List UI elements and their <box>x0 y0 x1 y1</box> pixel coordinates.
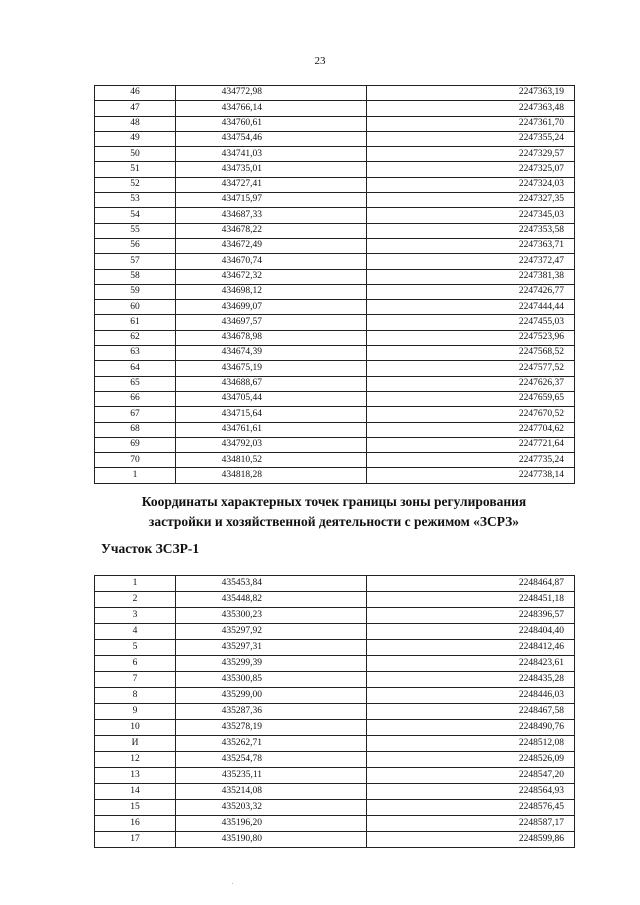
x-coordinate-cell: 434754,46 <box>176 131 367 146</box>
table-row <box>95 391 575 406</box>
table-row <box>95 800 575 816</box>
y-coordinate-cell: 2248435,28 <box>367 672 575 688</box>
x-coordinate-cell: 434735,01 <box>176 162 367 177</box>
table-row <box>95 656 575 672</box>
y-coordinate-cell: 2247721,64 <box>367 437 575 452</box>
table-row <box>95 300 575 315</box>
x-coordinate-cell: 435203,32 <box>176 800 367 816</box>
x-coordinate-cell: 435448,82 <box>176 592 367 608</box>
y-coordinate-cell: 2247455,03 <box>367 315 575 330</box>
table-row <box>95 437 575 452</box>
point-number-cell: И <box>95 736 176 752</box>
x-coordinate-cell: 434766,14 <box>176 101 367 116</box>
x-coordinate-cell: 434674,39 <box>176 346 367 361</box>
y-coordinate-cell: 2247735,24 <box>367 453 575 468</box>
point-number-cell: 1 <box>95 576 176 592</box>
x-coordinate-cell: 434687,33 <box>176 208 367 223</box>
point-number-cell: 66 <box>95 391 176 406</box>
table-row <box>95 736 575 752</box>
y-coordinate-cell: 2247329,57 <box>367 147 575 162</box>
table-row <box>95 768 575 784</box>
coordinates-table-1 <box>94 85 575 484</box>
x-coordinate-cell: 435299,39 <box>176 656 367 672</box>
table-row <box>95 576 575 592</box>
point-number-cell: 54 <box>95 208 176 223</box>
point-number-cell: 65 <box>95 376 176 391</box>
table-row <box>95 330 575 345</box>
table-row <box>95 147 575 162</box>
table-row <box>95 592 575 608</box>
y-coordinate-cell: 2247363,71 <box>367 238 575 253</box>
x-coordinate-cell: 435196,20 <box>176 816 367 832</box>
y-coordinate-cell: 2247363,19 <box>367 86 575 101</box>
table-row <box>95 720 575 736</box>
x-coordinate-cell: 434715,97 <box>176 193 367 208</box>
y-coordinate-cell: 2247626,37 <box>367 376 575 391</box>
y-coordinate-cell: 2248490,76 <box>367 720 575 736</box>
y-coordinate-cell: 2248564,93 <box>367 784 575 800</box>
x-coordinate-cell: 434760,61 <box>176 116 367 131</box>
x-coordinate-cell: 435297,31 <box>176 640 367 656</box>
section-heading <box>94 492 574 532</box>
table-row <box>95 422 575 437</box>
table-row <box>95 624 575 640</box>
point-number-cell: 2 <box>95 592 176 608</box>
x-coordinate-cell: 434672,32 <box>176 269 367 284</box>
x-coordinate-cell: 434688,67 <box>176 376 367 391</box>
point-number-cell: 46 <box>95 86 176 101</box>
y-coordinate-cell: 2247324,03 <box>367 177 575 192</box>
x-coordinate-cell: 435297,92 <box>176 624 367 640</box>
table-row <box>95 284 575 299</box>
x-coordinate-cell: 434678,98 <box>176 330 367 345</box>
section-heading-line-1: Координаты характерных точек границы зоны регулирования <box>141 494 527 509</box>
table-row <box>95 640 575 656</box>
point-number-cell: 69 <box>95 437 176 452</box>
y-coordinate-cell: 2247353,58 <box>367 223 575 238</box>
y-coordinate-cell: 2248396,57 <box>367 608 575 624</box>
table-row <box>95 688 575 704</box>
y-coordinate-cell: 2248467,58 <box>367 704 575 720</box>
point-number-cell: 47 <box>95 101 176 116</box>
point-number-cell: 58 <box>95 269 176 284</box>
scan-speck <box>232 883 233 884</box>
table-row <box>95 162 575 177</box>
y-coordinate-cell: 2247670,52 <box>367 407 575 422</box>
x-coordinate-cell: 434675,19 <box>176 361 367 376</box>
point-number-cell: 59 <box>95 284 176 299</box>
section-heading-line-2: застройки и хозяйственной деятельности с режимом «ЗСРЗ» <box>148 514 520 529</box>
y-coordinate-cell: 2248412,46 <box>367 640 575 656</box>
point-number-cell: 9 <box>95 704 176 720</box>
table-row <box>95 407 575 422</box>
y-coordinate-cell: 2247327,35 <box>367 193 575 208</box>
table-row <box>95 254 575 269</box>
point-number-cell: 4 <box>95 624 176 640</box>
y-coordinate-cell: 2248464,87 <box>367 576 575 592</box>
table-body <box>95 576 575 848</box>
x-coordinate-cell: 434705,44 <box>176 391 367 406</box>
y-coordinate-cell: 2248526,09 <box>367 752 575 768</box>
table-row <box>95 208 575 223</box>
y-coordinate-cell: 2248587,17 <box>367 816 575 832</box>
y-coordinate-cell: 2248423,61 <box>367 656 575 672</box>
y-coordinate-cell: 2248446,03 <box>367 688 575 704</box>
point-number-cell: 68 <box>95 422 176 437</box>
y-coordinate-cell: 2247363,48 <box>367 101 575 116</box>
y-coordinate-cell: 2247361,70 <box>367 116 575 131</box>
x-coordinate-cell: 434761,61 <box>176 422 367 437</box>
table-row <box>95 468 575 483</box>
point-number-cell: 16 <box>95 816 176 832</box>
point-number-cell: 3 <box>95 608 176 624</box>
point-number-cell: 70 <box>95 453 176 468</box>
point-number-cell: 61 <box>95 315 176 330</box>
table-row <box>95 453 575 468</box>
table-row <box>95 784 575 800</box>
y-coordinate-cell: 2248404,40 <box>367 624 575 640</box>
point-number-cell: 6 <box>95 656 176 672</box>
table-row <box>95 315 575 330</box>
point-number-cell: 10 <box>95 720 176 736</box>
x-coordinate-cell: 434727,41 <box>176 177 367 192</box>
point-number-cell: 67 <box>95 407 176 422</box>
table-row <box>95 376 575 391</box>
y-coordinate-cell: 2247381,38 <box>367 269 575 284</box>
x-coordinate-cell: 434741,03 <box>176 147 367 162</box>
x-coordinate-cell: 434792,03 <box>176 437 367 452</box>
y-coordinate-cell: 2247345,03 <box>367 208 575 223</box>
table-row <box>95 672 575 688</box>
point-number-cell: 50 <box>95 147 176 162</box>
point-number-cell: 63 <box>95 346 176 361</box>
table-row <box>95 346 575 361</box>
x-coordinate-cell: 434818,28 <box>176 468 367 483</box>
point-number-cell: 48 <box>95 116 176 131</box>
table-row <box>95 86 575 101</box>
table-row <box>95 752 575 768</box>
table-row <box>95 116 575 131</box>
x-coordinate-cell: 435287,36 <box>176 704 367 720</box>
point-number-cell: 12 <box>95 752 176 768</box>
coordinates-table-2 <box>94 575 575 848</box>
x-coordinate-cell: 435300,23 <box>176 608 367 624</box>
y-coordinate-cell: 2247426,77 <box>367 284 575 299</box>
x-coordinate-cell: 435262,71 <box>176 736 367 752</box>
point-number-cell: 56 <box>95 238 176 253</box>
point-number-cell: 62 <box>95 330 176 345</box>
point-number-cell: 64 <box>95 361 176 376</box>
x-coordinate-cell: 434672,49 <box>176 238 367 253</box>
point-number-cell: 60 <box>95 300 176 315</box>
y-coordinate-cell: 2247355,24 <box>367 131 575 146</box>
table-row <box>95 223 575 238</box>
point-number-cell: 14 <box>95 784 176 800</box>
y-coordinate-cell: 2247444,44 <box>367 300 575 315</box>
x-coordinate-cell: 435214,08 <box>176 784 367 800</box>
point-number-cell: 49 <box>95 131 176 146</box>
point-number-cell: 52 <box>95 177 176 192</box>
page-number: 23 <box>314 55 326 67</box>
table-row <box>95 101 575 116</box>
x-coordinate-cell: 435453,84 <box>176 576 367 592</box>
point-number-cell: 8 <box>95 688 176 704</box>
y-coordinate-cell: 2247325,07 <box>367 162 575 177</box>
x-coordinate-cell: 434699,07 <box>176 300 367 315</box>
y-coordinate-cell: 2247659,65 <box>367 391 575 406</box>
point-number-cell: 55 <box>95 223 176 238</box>
point-number-cell: 5 <box>95 640 176 656</box>
point-number-cell: 17 <box>95 832 176 848</box>
x-coordinate-cell: 435235,11 <box>176 768 367 784</box>
y-coordinate-cell: 2248547,20 <box>367 768 575 784</box>
table-row <box>95 608 575 624</box>
point-number-cell: 53 <box>95 193 176 208</box>
x-coordinate-cell: 435190,80 <box>176 832 367 848</box>
y-coordinate-cell: 2248576,45 <box>367 800 575 816</box>
y-coordinate-cell: 2247523,96 <box>367 330 575 345</box>
x-coordinate-cell: 434697,57 <box>176 315 367 330</box>
x-coordinate-cell: 435300,85 <box>176 672 367 688</box>
point-number-cell: 7 <box>95 672 176 688</box>
y-coordinate-cell: 2248599,86 <box>367 832 575 848</box>
x-coordinate-cell: 435254,78 <box>176 752 367 768</box>
point-number-cell: 57 <box>95 254 176 269</box>
subsection-heading: Участок ЗСЗР-1 <box>101 541 200 556</box>
x-coordinate-cell: 434670,74 <box>176 254 367 269</box>
x-coordinate-cell: 434810,52 <box>176 453 367 468</box>
table-row <box>95 131 575 146</box>
point-number-cell: 13 <box>95 768 176 784</box>
table-row <box>95 832 575 848</box>
table-row <box>95 816 575 832</box>
x-coordinate-cell: 435299,00 <box>176 688 367 704</box>
y-coordinate-cell: 2247738,14 <box>367 468 575 483</box>
y-coordinate-cell: 2248451,18 <box>367 592 575 608</box>
x-coordinate-cell: 435278,19 <box>176 720 367 736</box>
table-row <box>95 177 575 192</box>
table-row <box>95 193 575 208</box>
y-coordinate-cell: 2247372,47 <box>367 254 575 269</box>
x-coordinate-cell: 434715,64 <box>176 407 367 422</box>
table-row <box>95 238 575 253</box>
table-row <box>95 269 575 284</box>
point-number-cell: 51 <box>95 162 176 177</box>
y-coordinate-cell: 2247577,52 <box>367 361 575 376</box>
x-coordinate-cell: 434698,12 <box>176 284 367 299</box>
table-row <box>95 361 575 376</box>
x-coordinate-cell: 434678,22 <box>176 223 367 238</box>
table-row <box>95 704 575 720</box>
table-body <box>95 86 575 484</box>
y-coordinate-cell: 2247568,52 <box>367 346 575 361</box>
point-number-cell: 1 <box>95 468 176 483</box>
point-number-cell: 15 <box>95 800 176 816</box>
y-coordinate-cell: 2247704,62 <box>367 422 575 437</box>
y-coordinate-cell: 2248512,08 <box>367 736 575 752</box>
x-coordinate-cell: 434772,98 <box>176 86 367 101</box>
